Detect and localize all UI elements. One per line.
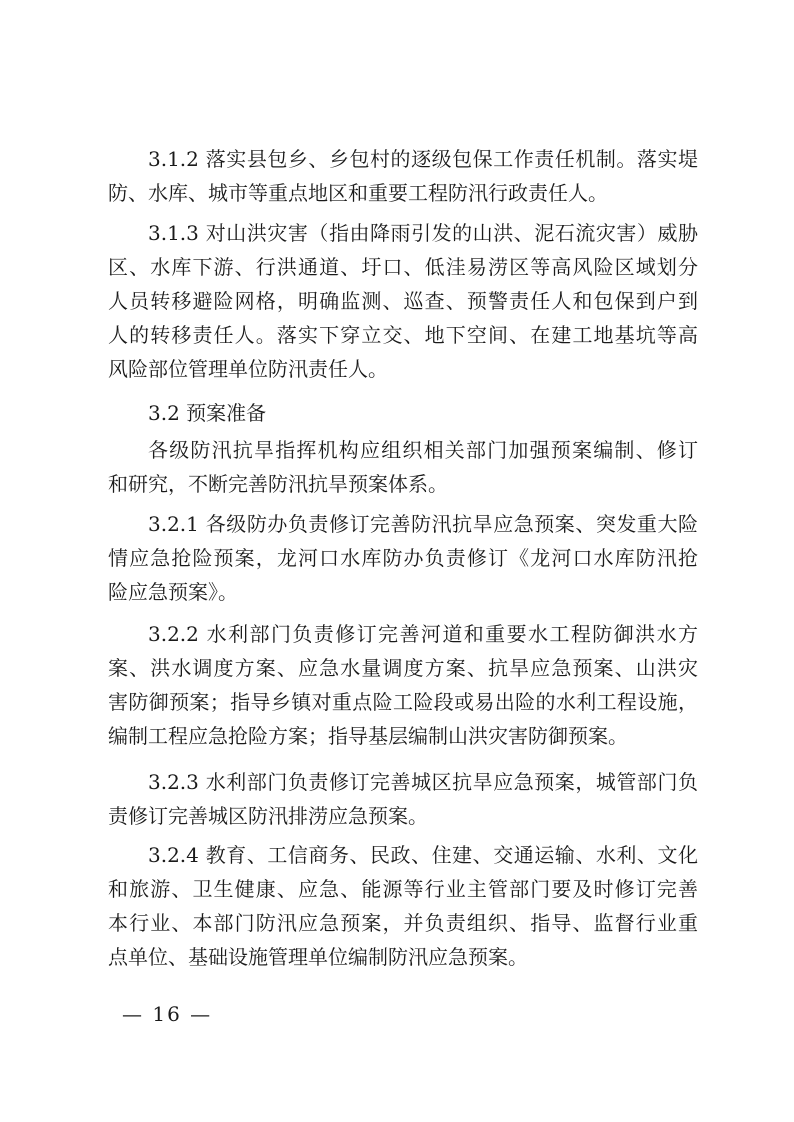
text-line: 3.2.4 教育、工信商务、民政、住建、交通运输、水利、文化 — [148, 843, 698, 867]
text-line: 人员转移避险网格，明确监测、巡查、预警责任人和包保到户到 — [108, 289, 698, 313]
paragraph-3-1-3 — [108, 216, 698, 386]
text-line: 3.2.3 水利部门负责修订完善城区抗旱应急预案，城管部门负 — [148, 770, 698, 794]
text-line: 各级防汛抗旱指挥机构应组织相关部门加强预案编制、修订 — [148, 438, 698, 462]
text-line: 情应急抢险预案，龙河口水库防办负责修订《龙河口水库防汛抢 — [108, 546, 698, 570]
text-line: 险应急预案》。 — [108, 580, 238, 604]
text-line: 3.2.2 水利部门负责修订完善河道和重要水工程防御洪水方 — [148, 622, 698, 646]
section-heading: 3.2 预案准备 — [148, 401, 267, 425]
text-line: 和旅游、卫生健康、应急、能源等行业主管部门要及时修订完善 — [108, 877, 698, 901]
paragraph-3-2-intro — [108, 433, 698, 501]
text-line: 和研究，不断完善防汛抗旱预案体系。 — [108, 472, 448, 496]
page-number: — 16 — — [122, 1002, 213, 1026]
text-line: 害防御预案；指导乡镇对重点险工险段或易出险的水利工程设施， — [108, 690, 698, 714]
paragraph-3-1-2 — [108, 142, 698, 210]
section-heading-3-2 — [108, 396, 698, 430]
text-line: 本行业、本部门防汛应急预案，并负责组织、指导、监督行业重 — [108, 911, 698, 935]
paragraph-3-2-2 — [108, 617, 698, 753]
text-line: 编制工程应急抢险方案；指导基层编制山洪灾害防御预案。 — [108, 724, 628, 748]
text-line: 防、水库、城市等重点地区和重要工程防汛行政责任人。 — [108, 181, 608, 205]
paragraph-3-2-4 — [108, 838, 698, 974]
paragraph-3-2-3 — [108, 765, 698, 833]
text-line: 3.2.1 各级防办负责修订完善防汛抗旱应急预案、突发重大险 — [148, 512, 698, 536]
text-line: 3.1.2 落实县包乡、乡包村的逐级包保工作责任机制。落实堤 — [148, 147, 698, 171]
text-line: 区、水库下游、行洪通道、圩口、低洼易涝区等高风险区域划分 — [108, 255, 698, 279]
text-line: 人的转移责任人。落实下穿立交、地下空间、在建工地基坑等高 — [108, 323, 698, 347]
paragraph-3-2-1 — [108, 507, 698, 609]
text-line: 责修订完善城区防汛排涝应急预案。 — [108, 804, 428, 828]
text-line: 风险部位管理单位防汛责任人。 — [108, 357, 388, 381]
text-line: 案、洪水调度方案、应急水量调度方案、抗旱应急预案、山洪灾 — [108, 656, 698, 680]
text-line: 3.1.3 对山洪灾害（指由降雨引发的山洪、泥石流灾害）威胁 — [148, 221, 698, 245]
text-line: 点单位、基础设施管理单位编制防汛应急预案。 — [108, 945, 528, 969]
